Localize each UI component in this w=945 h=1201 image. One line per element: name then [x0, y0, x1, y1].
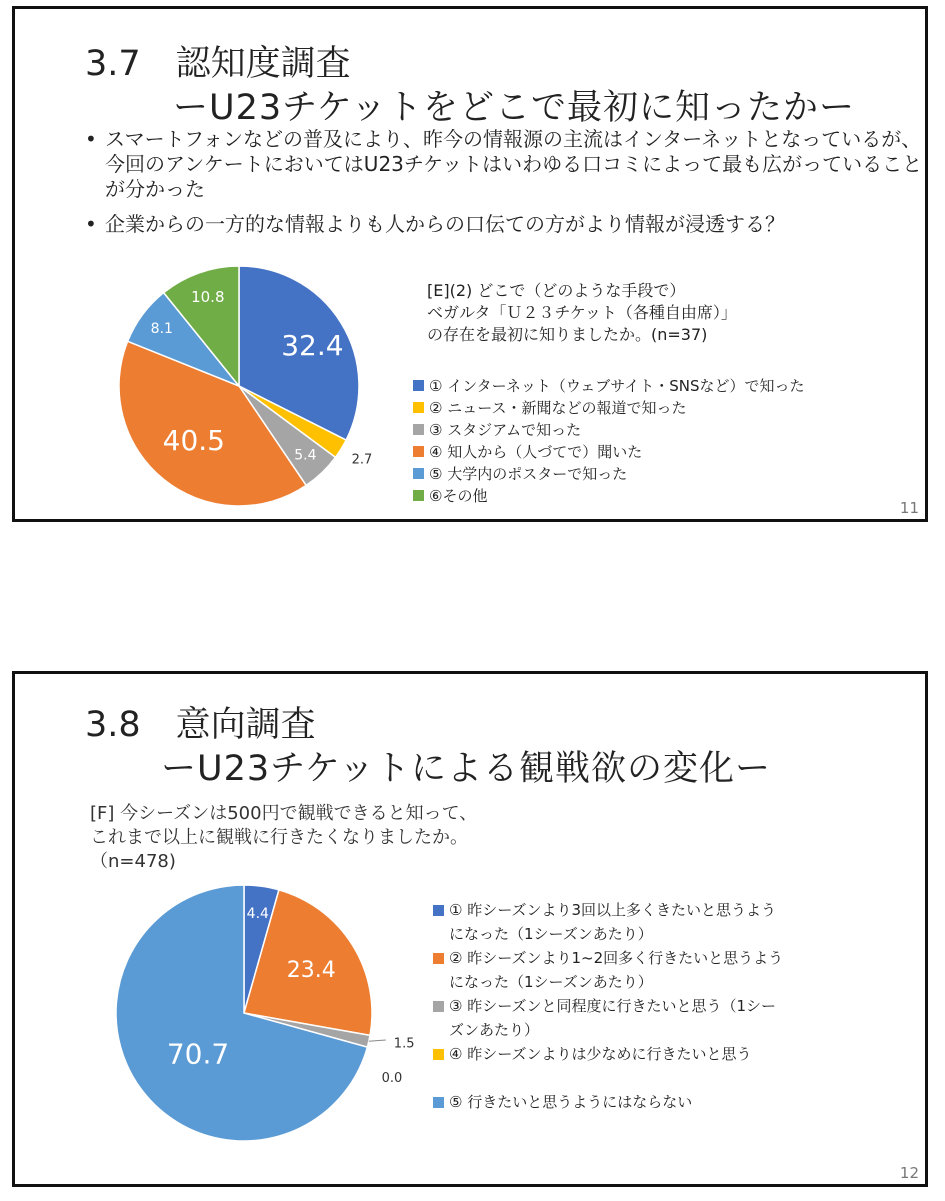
- legend-swatch: [413, 446, 424, 457]
- legend-item: [413, 375, 804, 397]
- question-line: [F] 今シーズンは500円で観戦できると知って、: [90, 803, 478, 824]
- legend-swatch: [433, 1001, 444, 1012]
- data-label: 40.5: [162, 424, 225, 457]
- question-line: （n=478): [90, 851, 176, 872]
- legend-swatch: [413, 468, 424, 479]
- leader-line: [369, 1040, 386, 1041]
- data-label: 2.7: [351, 452, 373, 468]
- data-label: 70.7: [166, 1037, 230, 1071]
- legend-label: ② ニュース・新聞などの報道で知った: [429, 399, 687, 417]
- legend-swatch: [433, 1097, 444, 1108]
- legend-label: ④ 知人から（人づてで）聞いた: [429, 443, 643, 461]
- legend-swatch: [433, 1049, 444, 1060]
- legend-item: [433, 1042, 783, 1090]
- legend-swatch: [433, 905, 444, 916]
- data-label: 1.5: [393, 1036, 415, 1052]
- legend-item: [413, 485, 804, 507]
- pie-chart-intent: [15, 674, 435, 1187]
- legend-swatch: [413, 490, 424, 501]
- data-label: 8.1: [150, 320, 173, 337]
- chart-legend: [433, 898, 783, 1114]
- legend-item: [413, 463, 804, 485]
- slide-title: 3.8 意向調査: [85, 705, 316, 745]
- bullet-item: • スマートフォンなどの普及により、昨今の情報源の主流はインターネットとなっているが、今回のアンケートにおいてはU23チケットはいわゆる口コミによって最も広がっていることが分かった: [83, 127, 923, 202]
- data-label: 0.0: [381, 1070, 403, 1086]
- legend-swatch: [413, 380, 424, 391]
- page-number: 11: [899, 499, 919, 517]
- legend-item: [433, 1090, 783, 1114]
- legend-swatch: [413, 402, 424, 413]
- legend-label: ズンあたり）: [449, 1021, 540, 1039]
- legend-label: ⑤ 行きたいと思うようにはならない: [449, 1093, 693, 1111]
- slide-title: 3.7 認知度調査: [85, 44, 351, 84]
- slide-subtitle: ーU23チケットによる観戦欲の変化ー: [161, 749, 772, 789]
- bullet-item: • 企業からの一方的な情報よりも人からの口伝ての方がより情報が浸透する？: [83, 212, 923, 237]
- chart-title-line: [E](2) どこで（どのような手段で）: [427, 281, 686, 300]
- legend-item: [413, 397, 804, 419]
- chart-title: [427, 280, 737, 346]
- legend-label: になった（1シーズンあたり）: [449, 925, 653, 943]
- chart-title-line: の存在を最初に知りましたか。(n=37): [427, 325, 708, 344]
- legend-item: [413, 419, 804, 441]
- legend-label: ③ スタジアムで知った: [429, 421, 582, 439]
- slide-12: [12, 671, 928, 1187]
- data-label: 4.4: [246, 906, 269, 923]
- data-label: 23.4: [286, 957, 336, 983]
- legend-label: ② 昨シーズンより1~2回多く行きたいと思うよう: [449, 949, 784, 967]
- page-number: 12: [899, 1164, 919, 1182]
- question-line: これまで以上に観戦に行きたくなりましたか。: [90, 827, 468, 848]
- slide-subtitle: ーU23チケットをどこで最初に知ったかー: [173, 88, 856, 128]
- legend-label: ④ 昨シーズンよりは少なめに行きたいと思う: [449, 1045, 752, 1063]
- legend-swatch: [433, 953, 444, 964]
- data-label: 32.4: [281, 329, 344, 362]
- legend-label: ⑤ 大学内のポスターで知った: [429, 465, 628, 483]
- legend-swatch: [413, 424, 424, 435]
- legend-label: ① インターネット（ウェブサイト・SNSなど）で知った: [429, 377, 805, 395]
- legend-label: ① 昨シーズンより3回以上多くきたいと思うよう: [449, 901, 777, 919]
- chart-legend: [413, 375, 804, 507]
- legend-item: [413, 441, 804, 463]
- legend-label: ③ 昨シーズンと同程度に行きたいと思う（1シー: [449, 997, 777, 1015]
- legend-label: になった（1シーズンあたり）: [449, 973, 653, 991]
- legend-item: [433, 898, 783, 946]
- legend-item: [433, 946, 783, 994]
- legend-item: [433, 994, 783, 1042]
- legend-label: ⑥その他: [429, 487, 488, 505]
- data-label: 10.8: [191, 288, 225, 307]
- slide-11: [12, 6, 928, 522]
- pie-chart-source: [15, 9, 415, 522]
- data-label: 5.4: [294, 447, 317, 464]
- chart-title-line: ベガルタ「Ｕ２３チケット（各種自由席）」: [427, 303, 737, 322]
